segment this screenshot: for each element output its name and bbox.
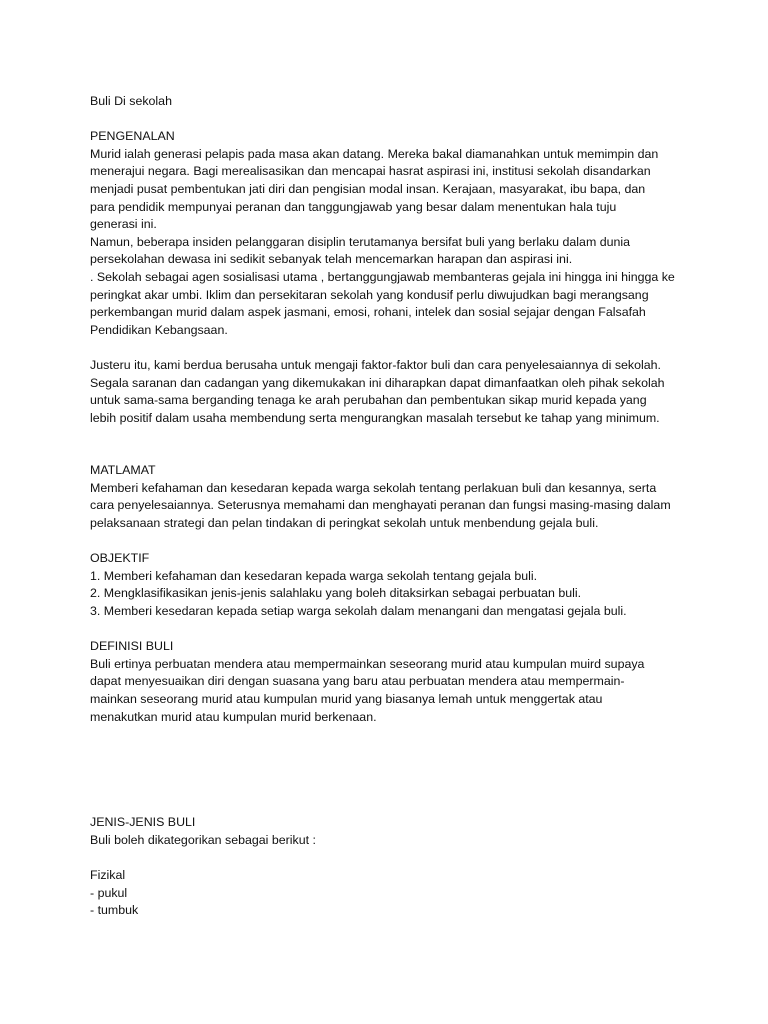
subheading-fizikal: Fizikal [90, 867, 126, 882]
text-line: Pendidikan Kebangsaan. [90, 322, 228, 337]
list-item: - pukul [90, 885, 128, 900]
text-line: untuk sama-sama berganding tenaga ke arah perubahan dan pembentukan sikap murid kepada yang [90, 393, 647, 408]
text-line: persekolahan dewasa ini sedikit sebanyak telah mencemarkan harapan dan aspirasi ini. [90, 252, 573, 267]
jenis-intro: Buli boleh dikategorikan sebagai berikut : [90, 832, 316, 847]
list-item: 3. Memberi kesedaran kepada setiap warga sekolah dalam menangani dan mengatasi gejala buli. [90, 604, 627, 619]
matlamat-paragraph [90, 480, 690, 533]
pengenalan-paragraph-2 [90, 357, 690, 427]
text-line: cara penyelesaiannya. Seterusnya memahami dan menghayati peranan dan fungsi masing-masing dalam [90, 498, 671, 513]
definisi-paragraph [90, 656, 690, 726]
section-heading-matlamat: MATLAMAT [90, 463, 156, 478]
objektif-list [90, 568, 690, 621]
text-line: menakutkan murid atau kumpulan murid berkenaan. [90, 709, 377, 724]
text-line: Murid ialah generasi pelapis pada masa akan datang. Mereka bakal diamanahkan untuk memimpin dan [90, 146, 659, 161]
text-line: peringkat akar umbi. Iklim dan persekitaran sekolah yang kondusif perlu diwujudkan bagi merangsang [90, 287, 649, 302]
text-line: Memberi kefahaman dan kesedaran kepada warga sekolah tentang perlakuan buli dan kesannya, serta [90, 480, 657, 495]
text-line: Justeru itu, kami berdua berusaha untuk mengaji faktor-faktor buli dan cara penyelesaiannya di sekolah. [90, 357, 661, 372]
text-line: menerajui negara. Bagi merealisasikan dan mencapai hasrat aspirasi ini, institusi sekolah disandarkan [90, 164, 651, 179]
list-item: - tumbuk [90, 903, 139, 918]
section-heading-pengenalan: PENGENALAN [90, 129, 175, 144]
text-line: dapat menyesuaikan diri dengan suasana yang baru atau perbuatan mendera atau mempermain- [90, 674, 625, 689]
spacer [90, 533, 690, 551]
list-item: 1. Memberi kefahaman dan kesedaran kepada warga sekolah tentang gejala buli. [90, 568, 538, 583]
section-heading-jenis: JENIS-JENIS BULI [90, 815, 196, 830]
list-item: 2. Mengklasifikasikan jenis-jenis salahlaku yang boleh ditaksirkan sebagai perbuatan buli. [90, 586, 582, 601]
document-page [90, 93, 690, 920]
spacer [90, 849, 690, 867]
text-line: mainkan seseorang murid atau kumpulan murid yang biasanya lemah untuk menggertak atau [90, 692, 603, 706]
text-line: . Sekolah sebagai agen sosialisasi utama , bertanggungjawab membanteras gejala ini hingga ini hingga ke [90, 269, 675, 284]
section-heading-objektif: OBJEKTIF [90, 551, 150, 566]
spacer [90, 427, 690, 462]
text-line: pelaksanaan strategi dan pelan tindakan di peringkat sekolah untuk menbendung gejala buli. [90, 516, 599, 531]
spacer [90, 726, 690, 814]
text-line: para pendidik mempunyai peranan dan tanggungjawab yang besar dalam menentukan hala tuju [90, 199, 617, 214]
document-title: Buli Di sekolah [90, 94, 172, 108]
spacer [90, 111, 690, 129]
text-line: lebih positif dalam usaha membendung serta mengurangkan masalah tersebut ke tahap yang minimum. [90, 410, 660, 425]
text-line: Segala saranan dan cadangan yang dikemukakan ini diharapkan dapat dimanfaatkan oleh pihak sekolah [90, 375, 665, 390]
text-line: generasi ini. [90, 217, 157, 232]
text-line: Buli ertinya perbuatan mendera atau mempermainkan seseorang murid atau kumpulan muird supaya [90, 656, 645, 671]
section-heading-definisi: DEFINISI BULI [90, 639, 174, 654]
text-line: menjadi pusat pembentukan jati diri dan pengisian modal insan. Kerajaan, masyarakat, ibu bapa, dan [90, 181, 646, 196]
spacer [90, 621, 690, 639]
pengenalan-paragraph-1 [90, 146, 690, 340]
text-line: perkembangan murid dalam aspek jasmani, emosi, rohani, intelek dan sosial sejajar dengan Falsafah [90, 305, 646, 320]
spacer [90, 339, 690, 357]
text-line: Namun, beberapa insiden pelanggaran disiplin terutamanya bersifat buli yang berlaku dalam dunia [90, 234, 631, 249]
